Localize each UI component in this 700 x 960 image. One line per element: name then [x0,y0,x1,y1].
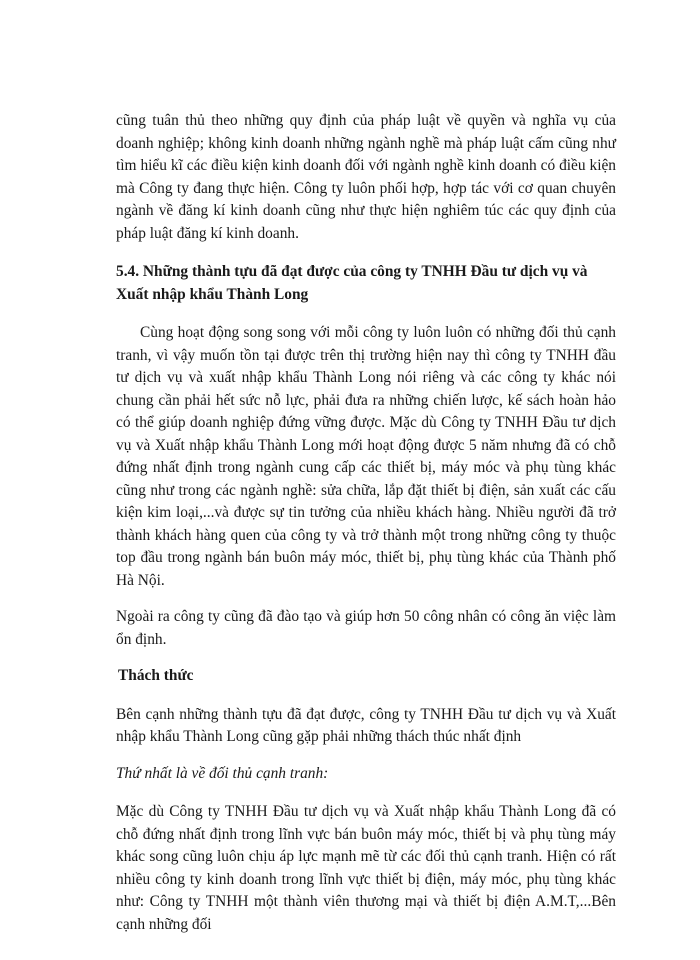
paragraph-challenges: Bên cạnh những thành tựu đã đạt được, công ty TNHH Đầu tư dịch vụ và Xuất nhập khẩu Thành Long cũng gặp phải những thách thúc nhất định [116,705,616,745]
italic-first-point: Thứ nhất là về đối thủ cạnh tranh: [116,764,329,782]
paragraph-intro: cũng tuân thủ theo những quy định của pháp luật về quyền và nghĩa vụ của doanh nghiệp; không kinh doanh những ngành nghề mà pháp luật cấm cũng như tìm hiểu kĩ các điều kiện kinh doanh đối với ngành nghề kinh doanh có điều kiện mà Công ty đang thực hiện. Công ty luôn phối hợp, hợp tác với cơ quan chuyên ngành về đăng kí kinh doanh cũng như thực hiện nghiêm túc các quy định của pháp luật đăng kí kinh doanh. [116,112,616,242]
document-body [116,110,616,950]
paragraph-achievements: Cùng hoạt động song song với mỗi công ty luôn luôn có những đối thủ cạnh tranh, vì vậy muốn tồn tại được trên thị trường hiện nay thì công ty TNHH đầu tư dịch vụ và xuất nhập khẩu Thành Long nói riêng và các công ty khác nói chung cần phải hết sức nỗ lực, phải đưa ra những chiến lược, kế sách hoàn hảo có thể giúp doanh nghiệp đứng vững được. Mặc dù Công ty TNHH Đầu tư dịch vụ và Xuất nhập khẩu Thành Long mới hoạt động được 5 năm nhưng đã có chỗ đứng nhất định trong ngành cung cấp các thiết bị, máy móc và phụ tùng khác cũng như trong các ngành nghề: sửa chữa, lắp đặt thiết bị điện, sản xuất các cấu kiện kim loại,...và được sự tin tưởng của nhiều khách hàng. Nhiều người đã trở thành khách hàng quen của công ty và trở thành một trong những công ty thuộc top đầu trong ngành bán buôn máy móc, thiết bị, phụ tùng khác của Thành phố Hà Nội. [116,324,616,589]
paragraph-training: Ngoài ra công ty cũng đã đào tạo và giúp hơn 50 công nhân có công ăn việc làm ổn định. [116,608,616,648]
subheading-challenges: Thách thức [118,667,194,684]
paragraph-competitors: Mặc dù Công ty TNHH Đầu tư dịch vụ và Xuất nhập khẩu Thành Long đã có chỗ đứng nhất định trong lĩnh vực bán buôn máy móc, thiết bị và phụ tùng máy khác song cũng luôn chịu áp lực mạnh mẽ từ các đối thủ cạnh tranh. Hiện có rất nhiều công ty kinh doanh trong lĩnh vực thiết bị điện, máy móc, phụ tùng khác như: Công ty TNHH một thành viên thương mại và thiết bị điện A.M.T,...Bên cạnh những đối [116,803,616,933]
section-heading-5-4: 5.4. Những thành tựu đã đạt được của công ty TNHH Đầu tư dịch vụ và Xuất nhập khẩu Thành Long [116,263,588,303]
